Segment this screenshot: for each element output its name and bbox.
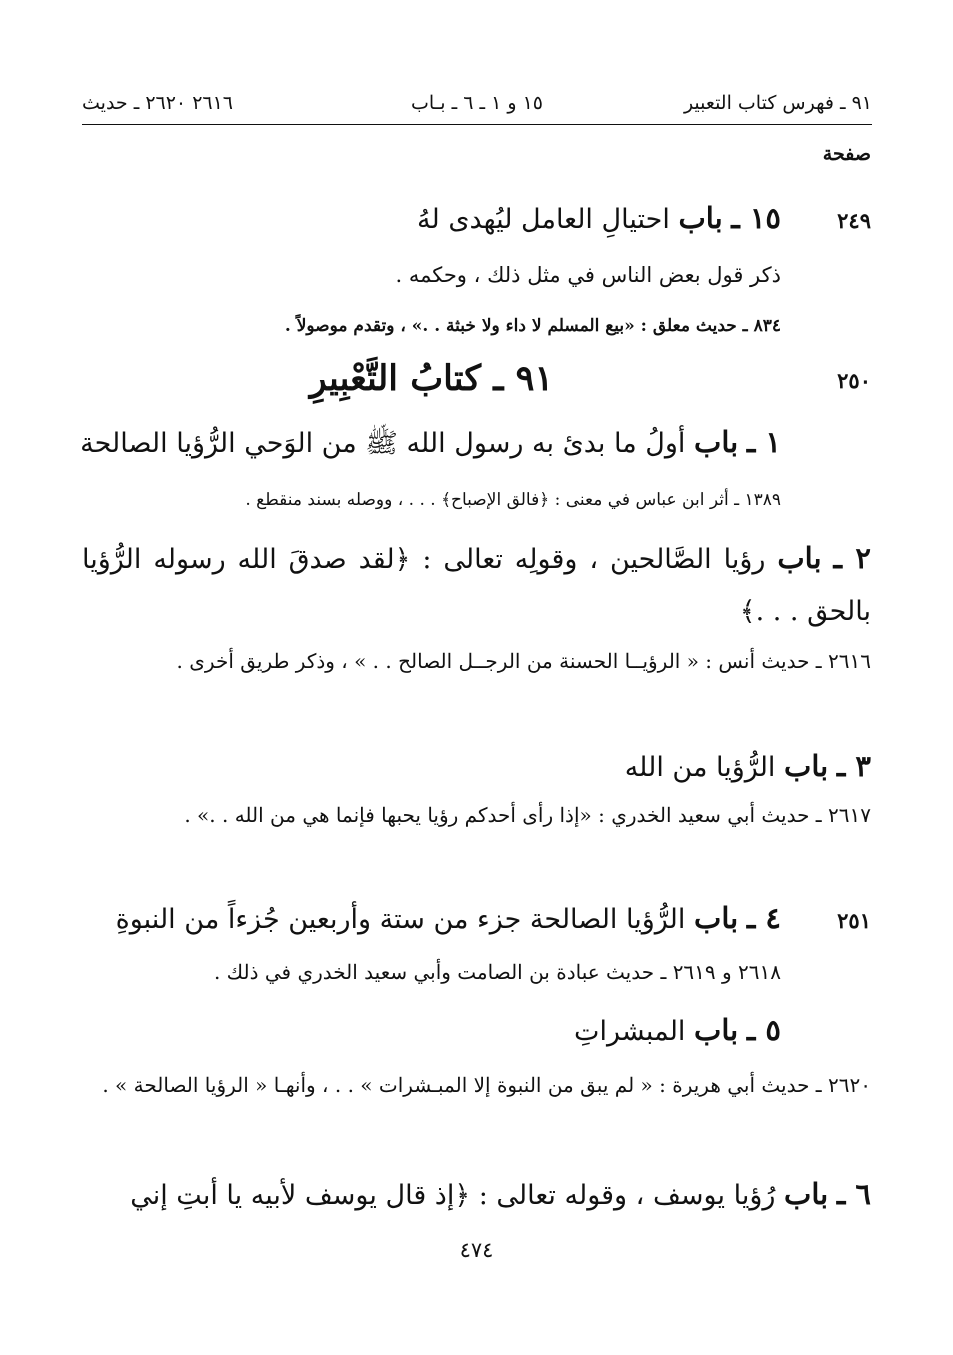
- bab-heading: رُؤيا يوسف ، وقوله تعالى : ﴿إذ قال يوسف لأبيه يا أبتِ إني: [130, 1180, 776, 1211]
- bab-number: ٢ ـ: [833, 541, 871, 575]
- bab-4-hadith: ٢٦١٨ و ٢٦١٩ ـ حديث عبادة بن الصامت وأبي سعيد الخدري في ذلك .: [213, 960, 781, 984]
- bab-word: باب: [678, 201, 723, 235]
- bab-heading: الرُّؤيا الصالحة جزء من ستة وأربعين جُزءاً من النبوةِ: [115, 904, 686, 935]
- header-hadith-range: ٢٦١٦ ٢٦٢٠ ـ حديث: [82, 92, 234, 114]
- bab-5-title: [82, 1008, 781, 1054]
- bab-5-hadith: ٢٦٢٠ ـ حديث أبي هريرة : « لم يبق من النبوة إلا المبـشرات » . . ، وأنهـا « الرؤيا الصالحة » .: [102, 1073, 871, 1097]
- header-chapter-title: ٩١ ـ فهرس كتاب التعبير: [683, 92, 872, 114]
- bab-15-hadith: ٨٣٤ ـ حديث معلق : «بيع المسلم لا داء ولا خبثة . .» ، وتقدم موصولاً .: [284, 316, 781, 336]
- page-number-251: ٢٥١: [837, 908, 871, 933]
- running-header: [82, 92, 872, 125]
- bab-word: باب: [777, 541, 822, 575]
- bab-heading: رؤيا الصَّالحين ، وقولِه تعالى : ﴿لقد صدقَ الله رسوله الرُّؤيا بالحق . . .﴾: [82, 544, 871, 627]
- bab-2-hadith: ٢٦١٦ ـ حديث أنس : « الرؤيــا الحسنة من الرجــل الصالح . . » ، وذكر طريق أخرى .: [176, 649, 871, 673]
- page-footer-number: ٤٧٤: [459, 1238, 494, 1262]
- bab-word: باب: [784, 749, 829, 783]
- bab-word: باب: [694, 901, 739, 935]
- bab-2-title: [82, 532, 871, 638]
- bab-number: ٣ ـ: [836, 749, 871, 783]
- bab-number: ٦ ـ: [836, 1177, 871, 1211]
- bab-number: ٤ ـ: [746, 901, 781, 935]
- bab-15-description: ذكر قول بعض الناس في مثل ذلك ، وحكمه .: [395, 263, 781, 287]
- bab-heading: الرُّؤيا من الله: [624, 752, 776, 783]
- bab-word: باب: [694, 425, 739, 459]
- header-bab-range: ١٥ و ١ ـ ٦ ـ بـاب: [411, 92, 543, 114]
- bab-number: ١٥ ـ: [731, 201, 781, 235]
- bab-number: ٥ ـ: [746, 1013, 781, 1047]
- bab-1-title: [82, 420, 781, 466]
- page-number-250: ٢٥٠: [837, 368, 871, 393]
- bab-word: باب: [694, 1013, 739, 1047]
- bab-heading: المبشراتِ: [574, 1016, 686, 1047]
- bab-4-title: [82, 896, 781, 942]
- page-column-label: صفحة: [822, 143, 871, 165]
- kitab-heading: ٩١ ـ كتابُ التَّعْبِيرِ: [309, 358, 554, 399]
- bab-1-hadith: ١٣٨٩ ـ أثر ابن عباس في معنى : ﴿فالق الإصباح﴾ . . . ، ووصله بسند منقطع .: [245, 490, 781, 510]
- page-number-249: ٢٤٩: [837, 208, 871, 233]
- bab-number: ١ ـ: [746, 425, 781, 459]
- bab-word: باب: [784, 1177, 829, 1211]
- bab-3-hadith: ٢٦١٧ ـ حديث أبي سعيد الخدري : «إذا رأى أحدكم رؤيا يحبها فإنما هي من الله . .» .: [184, 803, 871, 827]
- bab-3-title: [82, 744, 871, 790]
- bab-6-title: [82, 1172, 871, 1218]
- bab-heading: احتيالِ العامل ليُهدى لهُ: [417, 204, 670, 235]
- bab-15-title: [82, 196, 781, 242]
- bab-heading: أولُ ما بدئ به رسول الله ﷺ من الوَحي الرُّؤيا الصالحة: [80, 428, 686, 459]
